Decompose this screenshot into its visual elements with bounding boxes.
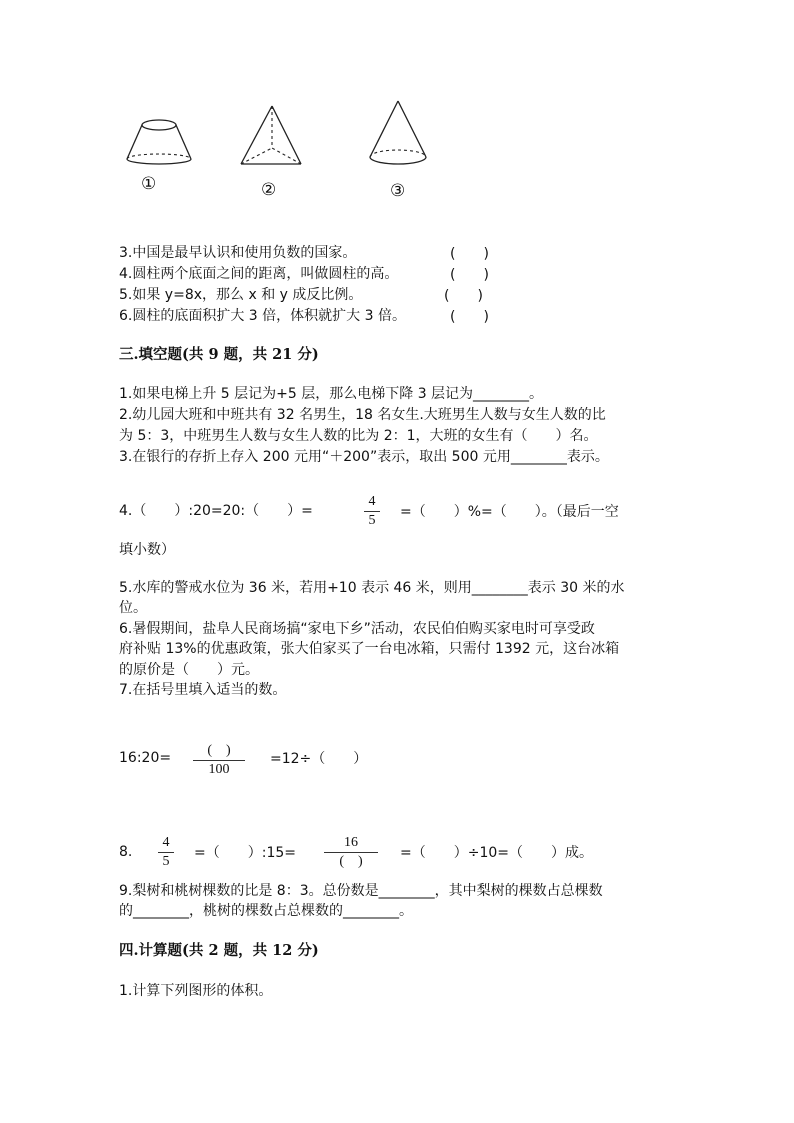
judge-item-6-paren[interactable]: ( ): [450, 309, 489, 325]
fill-q5-line1: 5.水库的警戒水位为 36 米，若用+10 表示 46 米，则用________表示 30 米的水: [119, 580, 625, 596]
section-4-heading: 四.计算题(共 2 题，共 12 分): [119, 942, 319, 959]
fraction-denominator: 5: [162, 854, 170, 869]
fill-q8-part-c: =（ ）÷10=（ ）成。: [400, 845, 594, 861]
judge-item-4-paren[interactable]: ( ): [450, 267, 489, 283]
fill-q4-part-c: 填小数）: [119, 542, 175, 558]
figure-label-3: ③: [390, 181, 406, 201]
fill-q7-fraction: [193, 743, 245, 778]
fill-q6-line3: 的原价是（ ）元。: [119, 662, 259, 678]
figure-label-1: ①: [141, 174, 157, 194]
fill-q1: 1.如果电梯上升 5 层记为+5 层，那么电梯下降 3 层记为________。: [119, 386, 544, 402]
fraction-denominator: 5: [368, 513, 376, 528]
judge-item-6: 6.圆柱的底面积扩大 3 倍，体积就扩大 3 倍。: [119, 308, 406, 324]
fill-q2-line1: 2.幼儿园大班和中班共有 32 名男生，18 名女生.大班男生人数与女生人数的比: [119, 407, 606, 423]
judge-item-5: 5.如果 y=8x，那么 x 和 y 成反比例。: [119, 287, 363, 303]
fill-q7-part-b: =12÷（ ）: [270, 751, 368, 767]
fill-q6-line1: 6.暑假期间，盐阜人民商场搞“家电下乡”活动，农民伯伯购买家电时可享受政: [119, 621, 595, 637]
fill-q8-fraction-1: [158, 835, 174, 870]
fill-q4-part-a: 4.（ ）:20=20:（ ）=: [119, 503, 313, 519]
fraction-numerator: 4: [368, 494, 376, 509]
frustum-figure: [124, 112, 194, 172]
fill-q8-part-a: 8.: [119, 844, 133, 860]
fraction-numerator: 16: [344, 835, 358, 850]
fill-q4-part-b: =（ ）%=（ ）。（最后一空: [400, 504, 619, 520]
judge-item-4: 4.圆柱两个底面之间的距离，叫做圆柱的高。: [119, 266, 399, 282]
calc-q1: 1.计算下列图形的体积。: [119, 983, 273, 999]
fill-q4-fraction: [364, 494, 380, 529]
fill-q8-fraction-2: [324, 835, 378, 870]
judge-item-3: 3.中国是最早认识和使用负数的国家。: [119, 245, 357, 261]
fill-q5-line2: 位。: [119, 600, 147, 616]
cone-figure: [366, 98, 430, 174]
fraction-denominator: 100: [208, 762, 230, 777]
pyramid-figure: [238, 104, 304, 170]
fraction-numerator: 4: [162, 835, 170, 850]
fill-q7: 7.在括号里填入适当的数。: [119, 682, 287, 698]
fill-q2-line2: 为 5：3，中班男生人数与女生人数的比为 2：1，大班的女生有（ ）名。: [119, 428, 598, 444]
fill-q6-line2: 府补贴 13%的优惠政策，张大伯家买了一台电冰箱，只需付 1392 元，这台冰箱: [119, 641, 620, 657]
fill-q8-part-b: =（ ）:15=: [194, 845, 296, 861]
fill-q9-line2: 的________，桃树的棵数占总棵数的________。: [119, 903, 413, 919]
fill-q7-part-a: 16:20=: [119, 750, 172, 766]
figure-label-2: ②: [261, 180, 277, 200]
judge-item-5-paren[interactable]: ( ): [444, 288, 483, 304]
section-3-heading: 三.填空题(共 9 题，共 21 分): [119, 346, 319, 363]
fraction-numerator[interactable]: ( ): [207, 743, 231, 758]
judge-item-3-paren[interactable]: ( ): [450, 246, 489, 262]
fill-q3: 3.在银行的存折上存入 200 元用“＋200”表示，取出 500 元用________表示。: [119, 449, 609, 465]
fill-q9-line1: 9.梨树和桃树棵数的比是 8：3。总份数是________，其中梨树的棵数占总棵数: [119, 883, 603, 899]
fraction-denominator[interactable]: ( ): [339, 854, 363, 869]
